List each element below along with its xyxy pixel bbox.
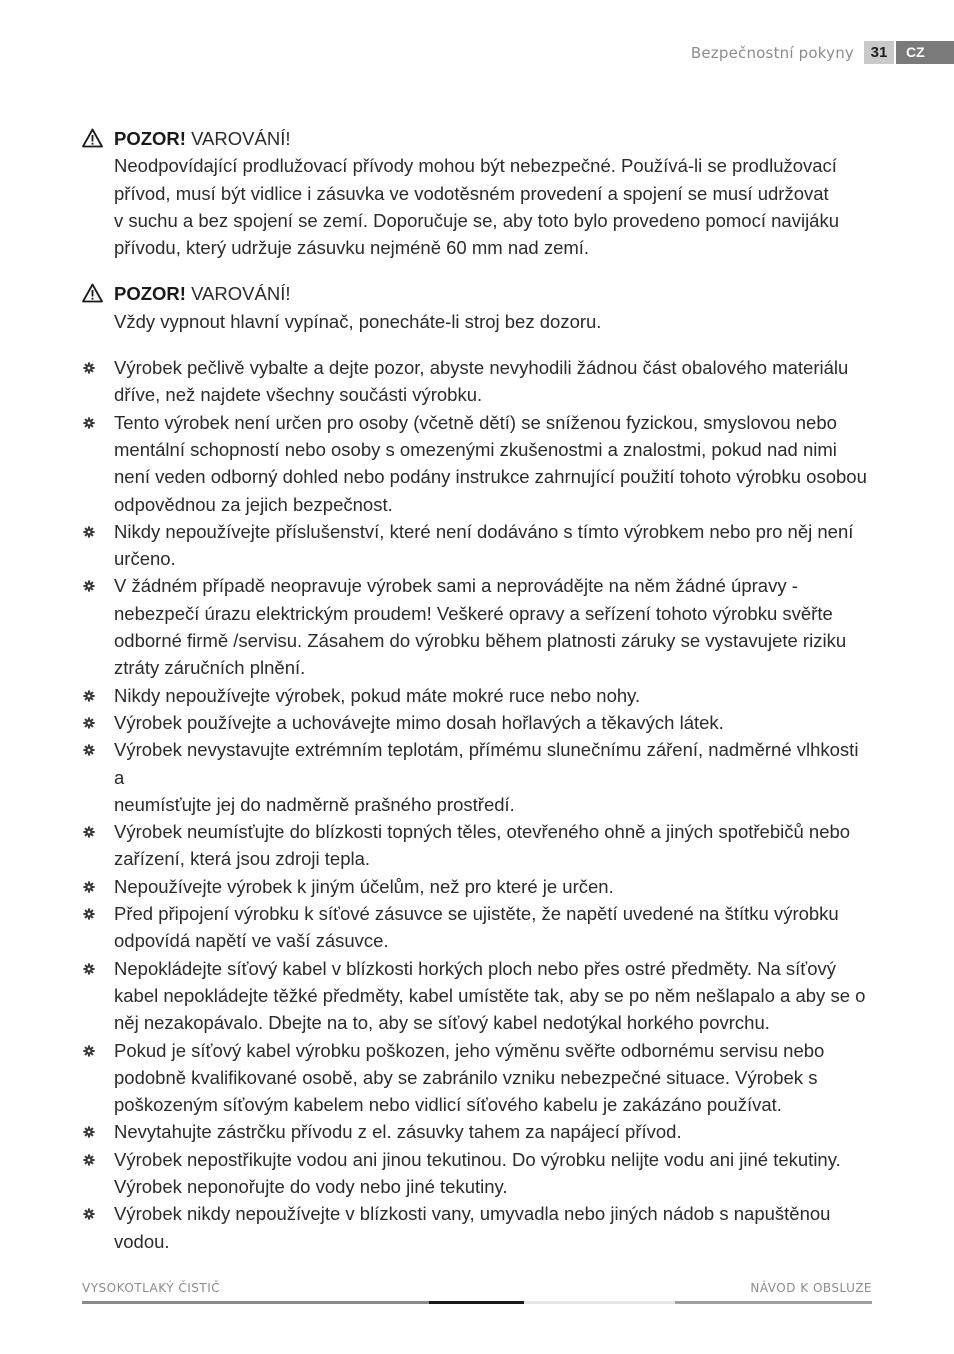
warning-heading: VAROVÁNÍ! [185, 283, 291, 305]
list-item [82, 736, 872, 818]
list-item-line: Výrobek používejte a uchovávejte mimo dosah hořlavých a těkavých látek. [114, 711, 724, 733]
gear-bullet-icon [83, 1154, 95, 1166]
gear-bullet-icon [83, 881, 95, 893]
list-item [82, 709, 872, 736]
warning-block [82, 280, 872, 335]
list-item-line: V žádném případě neopravuje výrobek sami a neprovádějte na něm žádné úpravy - [114, 575, 798, 597]
gear-bullet-icon [83, 690, 95, 702]
warnings-container [82, 125, 872, 335]
list-item-line: Nepoužívejte výrobek k jiným účelům, než pro které je určen. [114, 875, 614, 897]
list-item-line: nebezpečí úrazu elektrickým proudem! Veškeré opravy a seřízení tohoto výrobku svěřte [114, 602, 833, 624]
list-item [82, 682, 872, 709]
list-item [82, 1118, 872, 1145]
warning-text-line: Vždy vypnout hlavní vypínač, ponecháte-li stroj bez dozoru. [114, 310, 602, 332]
warning-text-line: přívodu, který udržuje zásuvku nejméně 60 mm nad zemí. [114, 237, 590, 259]
list-item-line: podobně kvalifikované osobě, aby se zabránilo vzniku nebezpečné situace. Výrobek s [114, 1066, 818, 1088]
list-item-line: Výrobek nevystavujte extrémním teplotám, přímému slunečnímu záření, nadměrné vlhkosti a [114, 739, 859, 788]
list-item-line: Výrobek neumísťujte do blízkosti topných těles, otevřeného ohně a jiných spotřebičů nebo [114, 821, 851, 843]
gear-bullet-icon [83, 1208, 95, 1220]
list-item-line: vodou. [114, 1230, 170, 1252]
list-item [82, 900, 872, 955]
list-item-line: určeno. [114, 548, 176, 570]
language-badge: CZ [896, 41, 954, 64]
footer-bar-segment [82, 1301, 429, 1304]
list-item-line: Výrobek pečlivě vybalte a dejte pozor, abyste nevyhodili žádnou část obalového materiálu [114, 357, 849, 379]
list-item-line: dříve, než najdete všechny součásti výrobku. [114, 384, 483, 406]
list-item-line: Výrobek neponořujte do vody nebo jiné tekutiny. [114, 1175, 508, 1197]
gear-bullet-icon [83, 362, 95, 374]
warning-heading: VAROVÁNÍ! [185, 128, 291, 149]
gear-bullet-icon [83, 526, 95, 538]
list-item-line: odborné firmě /servisu. Zásahem do výrobku během platnosti záruky se vystavujete riziku [114, 630, 847, 652]
list-item [82, 572, 872, 681]
gear-bullet-icon [83, 744, 95, 756]
footer-product-name: VYSOKOTLAKÝ ČISTIČ [82, 1281, 221, 1295]
footer-divider [82, 1301, 872, 1304]
list-item [82, 409, 872, 518]
warning-title [114, 125, 872, 152]
gear-bullet-icon [83, 1126, 95, 1138]
list-item [82, 354, 872, 409]
warning-triangle-icon [82, 283, 103, 303]
list-item [82, 1200, 872, 1255]
list-item-line: Pokud je síťový kabel výrobku poškozen, jeho výměnu svěřte odbornému servisu nebo [114, 1039, 825, 1061]
list-item-line: zařízení, která jsou zdroji tepla. [114, 848, 371, 870]
list-item-line: kabel nepokládejte těžké předměty, kabel umístěte tak, aby se po něm nešlapalo a aby se o [114, 984, 866, 1006]
gear-bullet-icon [83, 963, 95, 975]
list-item-line: ztráty záručních plnění. [114, 657, 306, 679]
list-item-line: Nikdy nepoužívejte výrobek, pokud máte mokré ruce nebo nohy. [114, 684, 641, 706]
list-item-line: Tento výrobek není určen pro osoby (včetně dětí) se sníženou fyzickou, smyslovou nebo [114, 411, 837, 433]
warning-label: POZOR! [114, 128, 186, 149]
section-title: Bezpečnostní pokyny [690, 43, 854, 62]
gear-bullet-icon [83, 717, 95, 729]
list-item-line: poškozeným síťovým kabelem nebo vidlicí síťového kabelu je zakázáno používat. [114, 1094, 782, 1116]
list-item-line: odpovídá napětí ve vaší zásuvce. [114, 930, 389, 952]
list-item [82, 1037, 872, 1119]
gear-bullet-icon [83, 908, 95, 920]
warning-text-line: v suchu a bez spojení se zemí. Doporučuje se, aby toto bylo provedeno pomocí navijáku [114, 209, 840, 231]
list-item-line: Před připojení výrobku k síťové zásuvce se ujistěte, že napětí uvedené na štítku výrobku [114, 903, 839, 925]
safety-list [82, 354, 872, 1255]
warning-text-line: Neodpovídající prodlužovací přívody mohou být nebezpečné. Používá-li se prodlužovací [114, 155, 837, 177]
gear-bullet-icon [83, 1045, 95, 1057]
list-item-line: neumísťujte jej do nadměrně prašného prostředí. [114, 793, 515, 815]
page-header [691, 41, 954, 64]
list-item [82, 1146, 872, 1201]
warning-block [82, 125, 872, 261]
warning-triangle-icon [82, 128, 103, 148]
list-item [82, 873, 872, 900]
gear-bullet-icon [83, 826, 95, 838]
footer-bar-segment [524, 1301, 675, 1304]
list-item-line: něj nezakopávalo. Dbejte na to, aby se síťový kabel nedotýkal horkého povrchu. [114, 1012, 770, 1034]
list-item-line: Výrobek nikdy nepoužívejte v blízkosti vany, umyvadla nebo jiných nádob s napuštěnou [114, 1203, 831, 1225]
list-item-line: Nepokládejte síťový kabel v blízkosti horkých ploch nebo přes ostré předměty. Na síťový [114, 957, 837, 979]
list-item [82, 518, 872, 573]
page-number: 31 [864, 41, 894, 64]
list-item-line: odpovědnou za jejich bezpečnost. [114, 493, 393, 515]
list-item-line: Výrobek nepostřikujte vodou ani jinou tekutinou. Do výrobku nelijte vodu ani jiné tekutiny. [114, 1148, 841, 1170]
list-item [82, 955, 872, 1037]
warning-text-line: přívod, musí být vidlice i zásuvka ve vodotěsném provedení a spojení se musí udržovat [114, 182, 829, 204]
list-item-line: Nikdy nepoužívejte příslušenství, které není dodáváno s tímto výrobkem nebo pro něj není [114, 520, 854, 542]
list-item-line: není veden odborný dohled nebo podány instrukce zahrnující použití tohoto výrobku osobou [114, 466, 867, 488]
list-item [82, 818, 872, 873]
footer-bar-segment [675, 1301, 872, 1304]
footer-manual-title: NÁVOD K OBSLUZE [750, 1281, 872, 1295]
safety-content [82, 125, 872, 1255]
warning-label: POZOR! [114, 283, 186, 305]
gear-bullet-icon [83, 580, 95, 592]
list-item-line: Nevytahujte zástrčku přívodu z el. zásuvky tahem za napájecí přívod. [114, 1121, 682, 1143]
warning-title [114, 280, 872, 307]
list-item-line: mentální schopností nebo osoby s omezenými zkušenostmi a znalostmi, pokud nad nimi [114, 438, 837, 460]
footer-bar-segment [429, 1301, 524, 1304]
gear-bullet-icon [83, 417, 95, 429]
